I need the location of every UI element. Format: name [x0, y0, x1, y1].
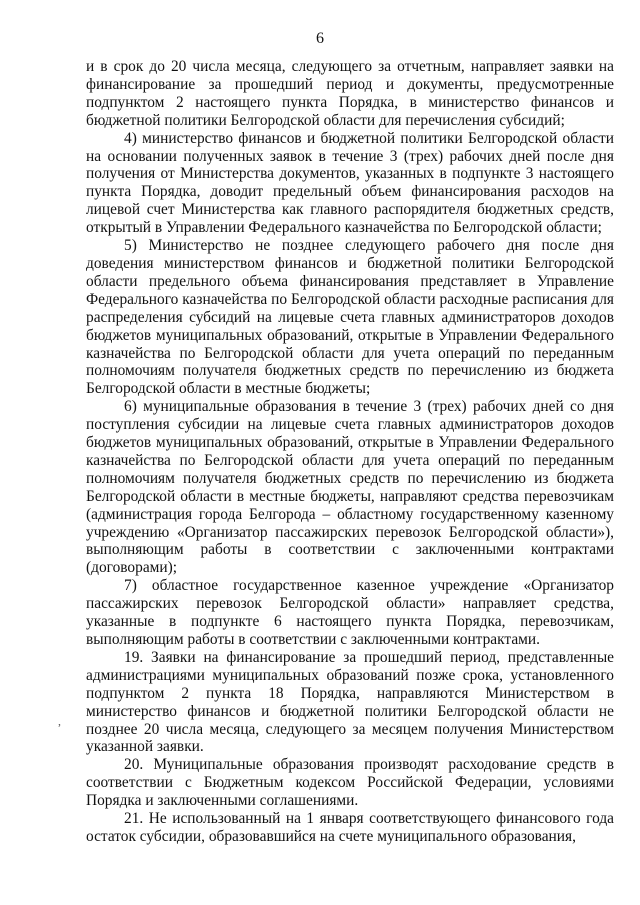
paragraph-continuation: и в срок до 20 числа месяца, следующего за отчетным, направляет заявки на финансирование за прошедший период и документы, предусмотренные подпунктом 2 настоящего пункта Порядка, в министерство финансов и бюджетной политики Белгородской области для перечисления субсидий;: [86, 58, 614, 129]
paragraph-section-21: 21. Не использованный на 1 января соответствующего финансового года остаток субсидии, образовавшийся на счете муниципального образования,: [86, 810, 614, 845]
margin-mark: ,: [58, 714, 61, 728]
paragraph-item-7: 7) областное государственное казенное учреждение «Организатор пассажирских перевозок Белгородской области» направляет средства, указанные в подпункте 6 настоящего пункта Порядка, перевозчикам, выполняющим работы в соответствии с заключенными контрактами.: [86, 577, 614, 648]
page-number: 6: [316, 30, 324, 47]
document-body: [86, 58, 614, 846]
paragraph-item-6: 6) муниципальные образования в течение 3 (трех) рабочих дней со дня поступления субсидии на лицевые счета главных администраторов доходов бюджетов муниципальных образований, открытые в Управлении Федерального казначейства по Белгородской области для учета операций по переданным полномочиям получателя бюджетных средств по перечислению из бюджета Белгородской области в местные бюджеты, направляют средства перевозчикам (администрация города Белгорода – областному государственному казенному учреждению «Организатор пассажирских перевозок Белгородской области»), выполняющим работы в соответствии с заключенными контрактами (договорами);: [86, 398, 614, 577]
paragraph-section-19: 19. Заявки на финансирование за прошедший период, представленные администрациями муниципальных образований позже срока, установленного подпунктом 2 пункта 18 Порядка, направляются Министерством в министерство финансов и бюджетной политики Белгородской области не позднее 20 числа месяца, следующего за месяцем получения Министерством указанной заявки.: [86, 648, 614, 756]
paragraph-item-5: 5) Министерство не позднее следующего рабочего дня после дня доведения министерством финансов и бюджетной политики Белгородской области предельного объема финансирования представляет в Управление Федерального казначейства по Белгородской области расходные расписания для распределения субсидий на лицевые счета главных администраторов доходов бюджетов муниципальных образований, открытые в Управлении Федерального казначейства по Белгородской области для учета операций по переданным полномочиям получателя бюджетных средств по перечислению из бюджета Белгородской области в местные бюджеты;: [86, 237, 614, 398]
paragraph-item-4: 4) министерство финансов и бюджетной политики Белгородской области на основании полученных заявок в течение 3 (трех) рабочих дней после дня получения от Министерства документов, указанных в подпункте 3 настоящего пункта Порядка, доводит предельный объем финансирования расходов на лицевой счет Министерства как главного распорядителя бюджетных средств, открытый в Управлении Федерального казначейства по Белгородской области;: [86, 129, 614, 237]
paragraph-section-20: 20. Муниципальные образования производят расходование средств в соответствии с Бюджетным кодексом Российской Федерации, условиями Порядка и заключенными соглашениями.: [86, 756, 614, 810]
